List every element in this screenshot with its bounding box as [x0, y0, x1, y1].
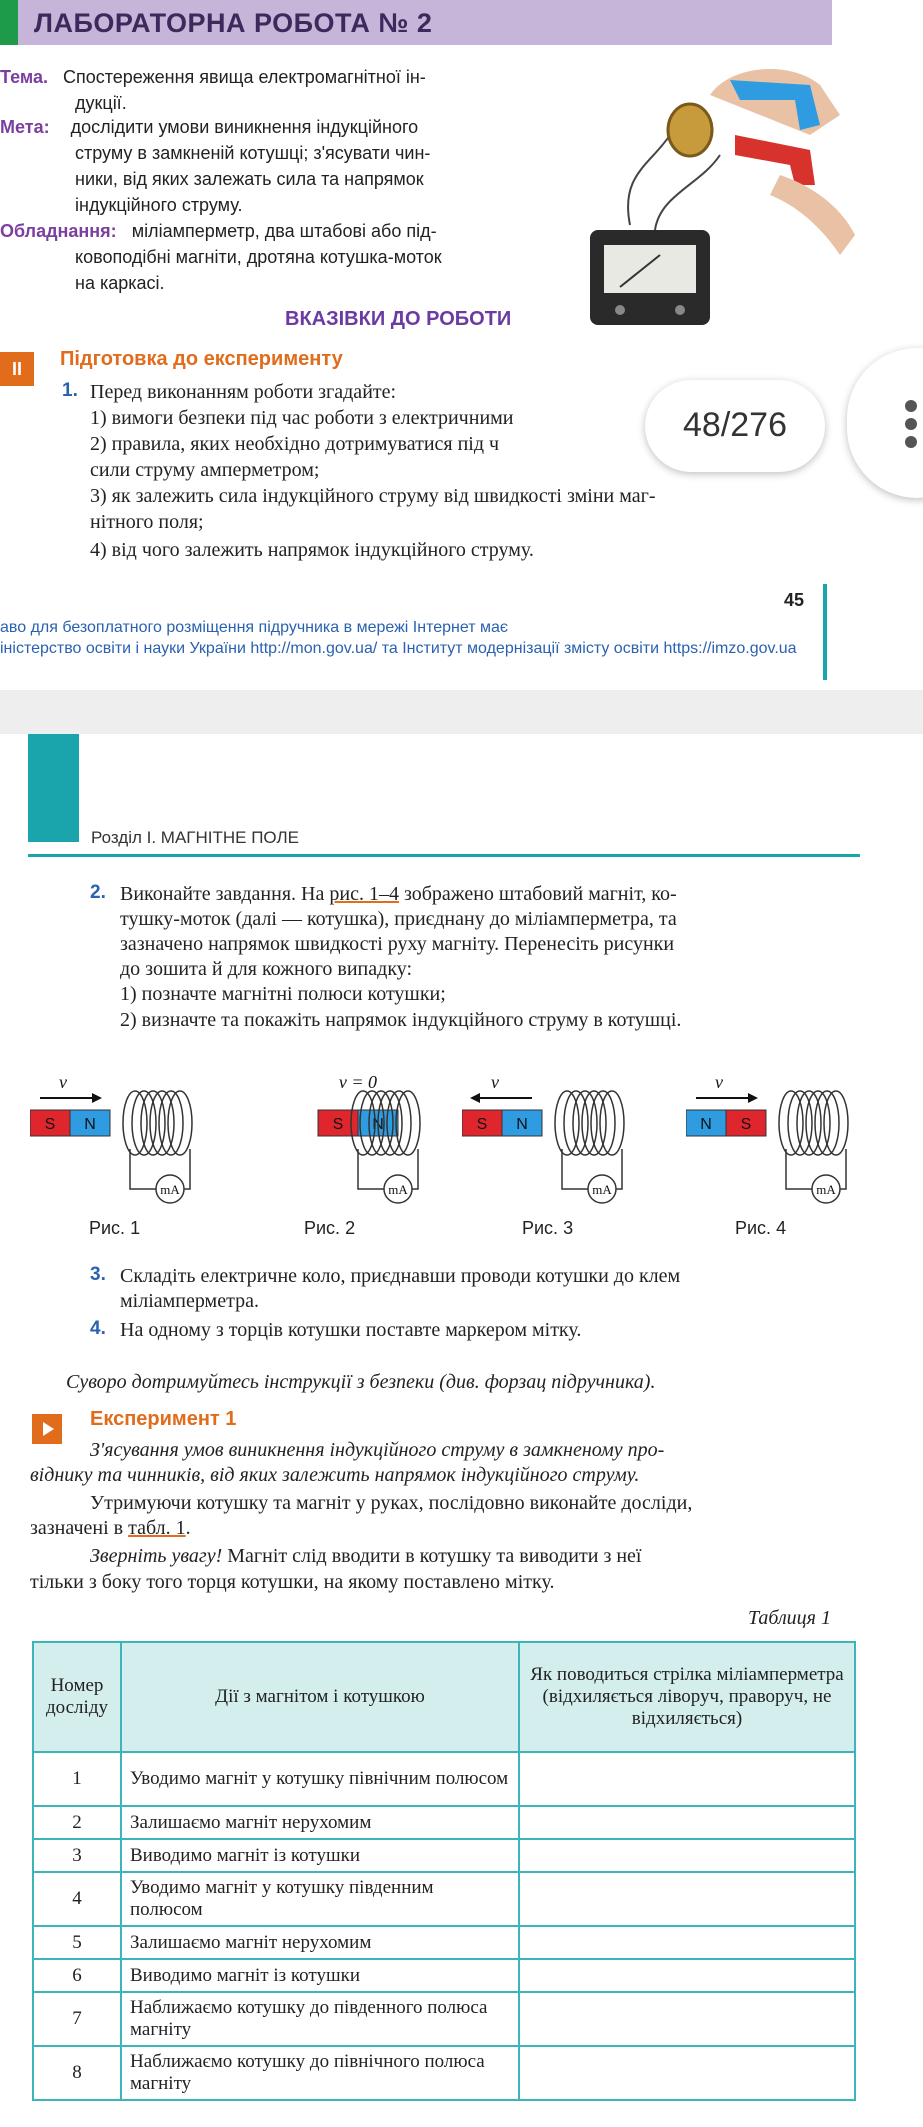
item2-sub-1: 1) позначте магнітні полюси котушки; — [120, 983, 446, 1005]
row-action: Уводимо магніт у котушку південним полюсом — [121, 1872, 519, 1926]
equip-line-1: міліамперметр, два штабові або під- — [131, 221, 437, 241]
goal-line-4: індукційного струму. — [75, 195, 243, 215]
header-actions: Дії з магнітом і котушкою — [121, 1642, 519, 1752]
attention-line-2: тільки з боку того торця котушки, на якому поставлено мітку. — [30, 1571, 555, 1593]
page-title: ЛАБОРАТОРНА РОБОТА № 2 — [34, 8, 433, 38]
item1-2b: сили струму амперметром; — [90, 459, 320, 481]
footer-line-1: аво для безоплатного розміщення підручника в мережі Інтернет має — [0, 619, 509, 636]
item2-line-3: зазначено напрямок швидкості руху магніту. Перенесіть рисунки — [120, 933, 675, 955]
figure-1 — [30, 1064, 230, 1214]
item1-3b: нітного поля; — [90, 511, 204, 533]
coil-photo — [668, 104, 712, 156]
section-rule — [28, 854, 860, 857]
figure-3 — [462, 1064, 662, 1214]
page-counter-text: 48/276 — [683, 406, 787, 444]
pole-label-left: S — [332, 1116, 344, 1133]
velocity-label: v = 0 — [338, 1072, 378, 1092]
row-result-cell[interactable] — [519, 2046, 855, 2100]
exp-line-1: З'ясування умов виникнення індукційного струму в замкненому про- — [90, 1439, 665, 1461]
experiment-heading: Експеримент 1 — [90, 1408, 237, 1430]
item2-line-4: до зошита й для кожного випадку: — [120, 958, 413, 980]
table-row — [33, 1959, 855, 1992]
figure-caption: Рис. 3 — [522, 1218, 574, 1238]
item2-sub-2: 2) визначте та покажіть напрямок індукційного струму в котушці. — [120, 1009, 682, 1031]
table-link[interactable]: табл. 1 — [128, 1517, 186, 1539]
table-row — [33, 1839, 855, 1872]
item1-1: 1) вимоги безпеки під час роботи з електричними — [90, 407, 514, 429]
pole-label-left: S — [476, 1116, 488, 1133]
item2-text-a: Виконайте завдання. На — [120, 883, 330, 905]
row-action: Залишаємо магніт нерухомим — [121, 1806, 519, 1839]
goal-line-2: струму в замкненій котушці; з'ясувати чин- — [75, 143, 431, 163]
table-caption: Таблиця 1 — [748, 1607, 831, 1629]
more-icon-dot — [905, 436, 917, 448]
prep-heading: Підготовка до експерименту — [60, 348, 343, 370]
attention-text: Магніт слід вводити в котушку та виводити з неї — [222, 1545, 642, 1567]
topic-line-2: дукції. — [75, 93, 127, 113]
row-result-cell[interactable] — [519, 1959, 855, 1992]
table-row — [33, 1872, 855, 1926]
page-gap — [0, 690, 923, 734]
title-bar — [0, 0, 832, 45]
arrow-head-icon — [92, 1093, 102, 1103]
equip-line-2: ковоподібні магніти, дротяна котушка-моток — [75, 247, 442, 267]
play-badge — [32, 1414, 62, 1444]
chapter-tab — [28, 734, 79, 842]
item3-line-2: міліамперметра. — [120, 1290, 259, 1312]
table-row — [33, 1806, 855, 1839]
topic-line-1: Спостереження явища електромагнітної ін- — [62, 67, 426, 87]
header-result: Як поводиться стрілка міліамперметра (відхиляється ліворуч, праворуч, не відхиляється) — [519, 1642, 855, 1752]
pole-label-left: S — [44, 1116, 56, 1133]
exp-line-4 — [30, 1516, 191, 1541]
row-action: Наближаємо котушку до північного полюса магніту — [121, 2046, 519, 2100]
section-badge: II — [0, 352, 34, 386]
header-number: Номер досліду — [33, 1642, 121, 1752]
row-action: Виводимо магніт із котушки — [121, 1959, 519, 1992]
equip-line-3: на каркасі. — [75, 273, 165, 293]
row-result-cell[interactable] — [519, 1839, 855, 1872]
row-number: 8 — [33, 2046, 121, 2100]
row-action: Виводимо магніт із котушки — [121, 1839, 519, 1872]
table-row — [33, 1992, 855, 2046]
row-action: Наближаємо котушку до південного полюса магніту — [121, 1992, 519, 2046]
row-result-cell[interactable] — [519, 1992, 855, 2046]
item1-4: 4) від чого залежить напрямок індукційного струму. — [90, 539, 534, 561]
row-number: 1 — [33, 1752, 121, 1806]
row-number: 7 — [33, 1992, 121, 2046]
page-edge-bar — [823, 584, 827, 680]
exp-line-4-text: зазначені в — [30, 1517, 129, 1539]
goal-line-1: дослідити умови виникнення індукційного — [70, 117, 419, 137]
figure-2 — [258, 1064, 458, 1214]
page-number: 45 — [784, 590, 805, 610]
arrow-head-icon — [748, 1093, 758, 1103]
hand-photo — [710, 69, 840, 135]
pole-label-right: N — [84, 1116, 96, 1133]
attention-line-1 — [90, 1544, 642, 1569]
item2-text-b: зображено штабовий магніт, ко- — [398, 883, 677, 905]
figure-caption: Рис. 2 — [304, 1218, 356, 1238]
row-result-cell[interactable] — [519, 1752, 855, 1806]
table-row — [33, 1752, 855, 1806]
section-header: Розділ І. МАГНІТНЕ ПОЛЕ — [91, 828, 299, 847]
row-number: 6 — [33, 1959, 121, 1992]
page-counter[interactable] — [645, 380, 825, 472]
velocity-label: v⃗ — [59, 1072, 81, 1092]
velocity-label: v⃗ — [715, 1072, 737, 1092]
row-number: 3 — [33, 1839, 121, 1872]
experiment-photo — [560, 55, 860, 335]
row-action: Залишаємо магніт нерухомим — [121, 1926, 519, 1959]
row-number: 4 — [33, 1872, 121, 1926]
title-accent — [0, 0, 18, 45]
exp-line-3: Утримуючи котушку та магніт у руках, послідовно виконайте досліди, — [90, 1492, 693, 1514]
item1-num: 1. — [62, 380, 78, 401]
attention-emphasis: Зверніть увагу! — [90, 1545, 223, 1567]
figure-caption: Рис. 1 — [89, 1218, 141, 1238]
item4-num: 4. — [90, 1318, 106, 1339]
pole-label-right: N — [516, 1116, 528, 1133]
goal-block — [0, 114, 520, 140]
pole-label-right: S — [740, 1116, 752, 1133]
equip-label: Обладнання: — [0, 221, 117, 241]
instructions-heading: ВКАЗІВКИ ДО РОБОТИ — [285, 308, 512, 330]
item3-num: 3. — [90, 1264, 106, 1285]
more-icon-dot — [905, 400, 917, 412]
meter-label: mA — [160, 1182, 180, 1197]
figure-caption: Рис. 4 — [735, 1218, 787, 1238]
safety-note: Суворо дотримуйтесь інструкції з безпеки (див. форзац підручника). — [66, 1371, 656, 1393]
row-number: 2 — [33, 1806, 121, 1839]
velocity-label: v⃗ — [491, 1072, 513, 1092]
item1-3: 3) як залежить сила індукційного струму від швидкості зміни маг- — [90, 485, 656, 507]
row-action: Уводимо магніт у котушку північним полюсом — [121, 1752, 519, 1806]
goal-line-3: ники, від яких залежать сила та напрямок — [75, 169, 424, 189]
item3-line-1: Складіть електричне коло, приєднавши проводи котушки до клем — [120, 1265, 681, 1287]
table-row — [33, 2046, 855, 2100]
page-45 — [0, 0, 923, 690]
play-icon — [32, 1414, 62, 1444]
more-icon-dot — [905, 418, 917, 430]
topic-block — [0, 64, 520, 90]
goal-label: Мета: — [0, 117, 50, 137]
meter-label: mA — [592, 1182, 612, 1197]
item1-2: 2) правила, яких необхідно дотримуватися під ч — [90, 433, 500, 455]
table-row — [33, 1926, 855, 1959]
figure-4 — [686, 1064, 886, 1214]
exp-line-4-end: . — [185, 1517, 191, 1539]
footer-line-2: іністерство освіти і науки України http://mon.gov.ua/ та Інститут модернізації змісту освіти https://imzo.gov.ua — [0, 640, 797, 657]
row-result-cell[interactable] — [519, 1872, 855, 1926]
meter-label: mA — [388, 1182, 408, 1197]
item1-text: Перед виконанням роботи згадайте: — [90, 381, 397, 403]
topic-label: Тема. — [0, 67, 48, 87]
row-number: 5 — [33, 1926, 121, 1959]
row-result-cell[interactable] — [519, 1806, 855, 1839]
item4-text: На одному з торців котушки поставте маркером мітку. — [120, 1319, 582, 1341]
row-result-cell[interactable] — [519, 1926, 855, 1959]
item2-line-2: тушку-моток (далі — котушка), приєднану до міліамперметра, та — [120, 908, 677, 930]
item2-num: 2. — [90, 882, 106, 903]
pole-label-right: N — [372, 1116, 384, 1133]
pole-label-left: N — [700, 1116, 712, 1133]
magnet-red-photo — [735, 135, 815, 185]
arrow-head-icon — [470, 1093, 480, 1103]
meter-label: mA — [816, 1182, 836, 1197]
experiment-table — [32, 1641, 856, 2101]
exp-line-2: віднику та чинників, від яких залежить напрямок індукційного струму. — [30, 1464, 640, 1486]
item2-line-1 — [120, 882, 677, 907]
fig-link[interactable]: рис. 1–4 — [329, 883, 399, 905]
equip-block — [0, 218, 520, 244]
